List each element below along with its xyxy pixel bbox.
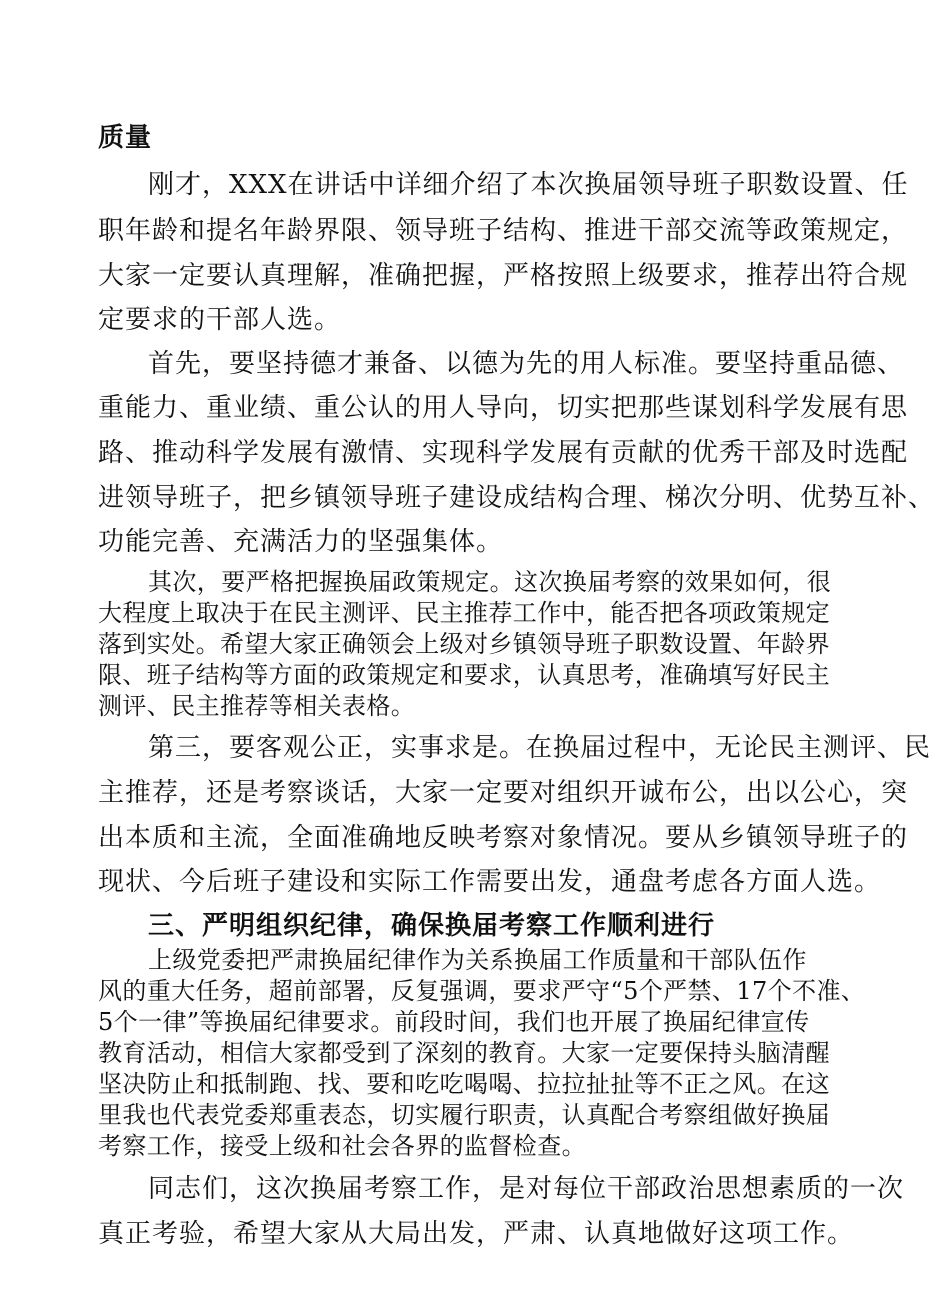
paragraph-6-line-2: 真正考验，希望大家从大局出发，严肃、认真地做好这项工作。	[98, 1219, 855, 1249]
paragraph-5-line-6: 里我也代表党委郑重表态，切实履行职责，认真配合考察组做好换届	[98, 1101, 830, 1129]
paragraph-1-line-3: 大家一定要认真理解，准确把握，严格按照上级要求，推荐出符合规	[98, 261, 909, 291]
paragraph-5-line-4: 教育活动，相信大家都受到了深刻的教育。大家一定要保持头脑清醒	[98, 1039, 830, 1067]
paragraph-2-line-1: 首先，要坚持德才兼备、以德为先的用人标准。要坚持重品德、	[148, 349, 905, 379]
heading-fragment: 质量	[98, 123, 153, 153]
section-heading: 三、严明组织纪律，确保换届考察工作顺利进行	[148, 911, 716, 941]
paragraph-3-line-1: 其次，要严格把握换届政策规定。这次换届考察的效果如何，很	[148, 568, 832, 596]
paragraph-1-line-1: 刚才，XXX在讲话中详细介绍了本次换届领导班子职数设置、任	[148, 170, 909, 200]
paragraph-5-line-3: 5个一律”等换届纪律要求。前段时间，我们也开展了换届纪律宣传	[98, 1008, 810, 1036]
paragraph-4-line-2: 主推荐，还是考察谈话，大家一定要对组织开诚布公，出以公心，突	[98, 778, 909, 808]
paragraph-2-line-4: 进领导班子，把乡镇领导班子建设成结构合理、梯次分明、优势互补、	[98, 483, 936, 513]
paragraph-3-line-5: 测评、民主推荐等相关表格。	[98, 692, 416, 720]
paragraph-5-line-2: 风的重大任务，超前部署，反复强调，要求严守“5个严禁、17个不准、	[98, 977, 866, 1005]
paragraph-4-line-3: 出本质和主流，全面准确地反映考察对象情况。要从乡镇领导班子的	[98, 823, 909, 853]
paragraph-3-line-3: 落到实处。希望大家正确领会上级对乡镇领导班子职数设置、年龄界	[98, 630, 830, 658]
paragraph-1-line-2: 职年龄和提名年龄界限、领导班子结构、推进干部交流等政策规定，	[98, 216, 909, 246]
paragraph-5-line-5: 坚决防止和抵制跑、找、要和吃吃喝喝、拉拉扯扯等不正之风。在这	[98, 1070, 830, 1098]
paragraph-6-line-1: 同志们，这次换届考察工作，是对每位干部政治思想素质的一次	[148, 1174, 905, 1204]
paragraph-1-line-4: 定要求的干部人选。	[98, 305, 342, 335]
paragraph-2-line-5: 功能完善、充满活力的坚强集体。	[98, 527, 504, 557]
paragraph-3-line-2: 大程度上取决于在民主测评、民主推荐工作中，能否把各项政策规定	[98, 599, 830, 627]
paragraph-4-line-4: 现状、今后班子建设和实际工作需要出发，通盘考虑各方面人选。	[98, 867, 882, 897]
paragraph-5-line-7: 考察工作，接受上级和社会各界的监督检查。	[98, 1132, 586, 1160]
paragraph-4-line-1: 第三，要客观公正，实事求是。在换届过程中，无论民主测评、民	[148, 733, 932, 763]
paragraph-3-line-4: 限、班子结构等方面的政策规定和要求，认真思考，准确填写好民主	[98, 661, 830, 689]
paragraph-2-line-2: 重能力、重业绩、重公认的用人导向，切实把那些谋划科学发展有思	[98, 393, 909, 423]
paragraph-5-line-1: 上级党委把严肃换届纪律作为关系换届工作质量和干部队伍作	[148, 946, 807, 974]
paragraph-2-line-3: 路、推动科学发展有激情、实现科学发展有贡献的优秀干部及时选配	[98, 438, 909, 468]
